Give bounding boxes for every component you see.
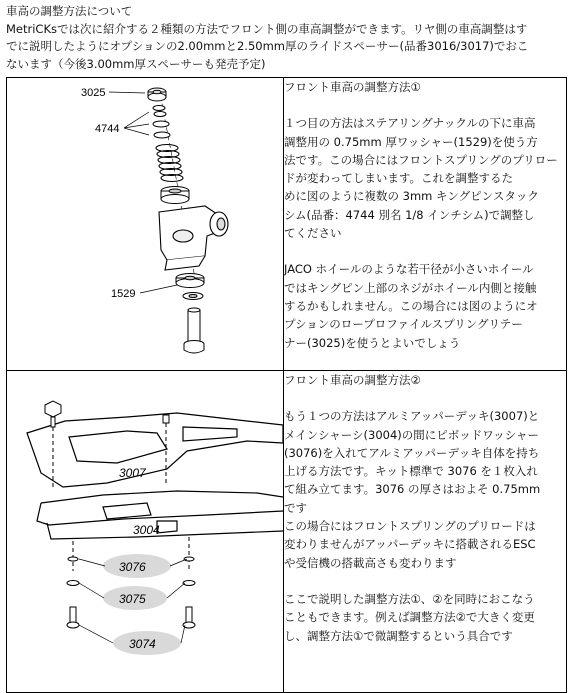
deck-figure-cell [7, 371, 284, 693]
part-label-3025: 3025 [81, 87, 106, 99]
method-2-line: (3076)を入れてアルミアッパーデッキ自体を持ち [284, 445, 540, 460]
kingpin-assembly-diagram [7, 78, 283, 366]
method-2-title: フロント車高の調整方法② [284, 373, 421, 387]
method-2-line: 変わりませんがアッパーデッキに搭載されるESC [284, 537, 536, 552]
part-label-3004: 3004 [133, 523, 160, 537]
part-label-3074: 3074 [129, 637, 156, 651]
method-1-line: シム(品番：4744 別名 1/8 インチシム)で調整し [284, 207, 535, 222]
intro-text [6, 3, 566, 73]
method-1-line: 法です。この場合にはフロントスプリングのプリロー [284, 152, 558, 167]
method-2-line: て組み立てます。3076 の厚さはおよそ 0.75mm [284, 482, 541, 497]
intro-line: ないます（今後3.00mm厚スペーサーも発売予定) [6, 56, 266, 71]
table-row-method-2 [7, 371, 567, 693]
part-label-1529: 1529 [111, 288, 136, 300]
method-1-line: てください [284, 226, 342, 241]
method-1-line: ドが変わってしまいます。これを調整するた [284, 171, 513, 186]
method-1-note-line: プションのロープロファイルスプリングリテー [284, 317, 523, 332]
method-2-line: や受信機の搭載高さも変わります [284, 555, 457, 570]
method-2-summary-line: ここで説明した調整方法①、②を同時におこなう [284, 591, 535, 606]
method-2-line: 上げる方法です。キット標準で 3076 を１枚入れ [284, 464, 538, 479]
method-1-line: めに図のように複数の 3mm キングピンスタック [284, 189, 539, 204]
kingpin-figure-cell [7, 78, 284, 371]
method-2-summary-line: こともできます。例えば調整方法②で大きく変更 [284, 610, 535, 625]
method-2-summary-line: し、調整方法①で微調整するという具合です [284, 628, 513, 643]
method-1-line: 調整用の 0.75mm 厚ワッシャー(1529)を使う方 [284, 134, 538, 149]
method-1-note-line: するかもしれません。この場合には図のようにオ [284, 298, 538, 313]
instruction-table [6, 77, 567, 693]
method-2-line: です [284, 500, 307, 515]
method-1-note-line: ではキングピン上部のネジがホイール内側と接触 [284, 280, 537, 295]
table-row-method-1 [7, 78, 567, 371]
chassis-deck-diagram [7, 371, 283, 688]
method-2-line: メインシャーシ(3004)の間にピボッドワッシャー [284, 427, 539, 442]
method-2-text-cell [284, 371, 567, 693]
method-1-note-line: JACO ホイールのような若干径が小さいホイール [284, 262, 534, 277]
part-label-3076: 3076 [119, 560, 146, 574]
intro-line: MetriCKsでは次に紹介する２種類の方法でフロント側の車高調整ができます。リヤ側の車高調整はす [6, 21, 528, 36]
method-1-note-line: ナー(3025)を使うとよいでしょう [284, 335, 461, 350]
intro-line: でに説明したようにオプションの2.00mmと2.50mm厚のライドスペーサー(品番3016/3017)でおこ [6, 39, 529, 53]
method-1-line: １つ目の方法はステアリングナックルの下に車高 [284, 116, 536, 131]
method-1-title: フロント車高の調整方法① [284, 80, 421, 94]
intro-heading: 車高の調整方法について [6, 4, 133, 18]
method-2-line: この場合にはフロントスプリングのプリロードは [284, 519, 536, 534]
method-2-line: もう１つの方法はアルミアッパーデッキ(3007)と [284, 409, 540, 424]
part-label-3075: 3075 [119, 592, 146, 606]
method-1-text-cell [284, 78, 567, 371]
part-label-4744: 4744 [95, 123, 120, 135]
part-label-3007: 3007 [119, 466, 146, 480]
